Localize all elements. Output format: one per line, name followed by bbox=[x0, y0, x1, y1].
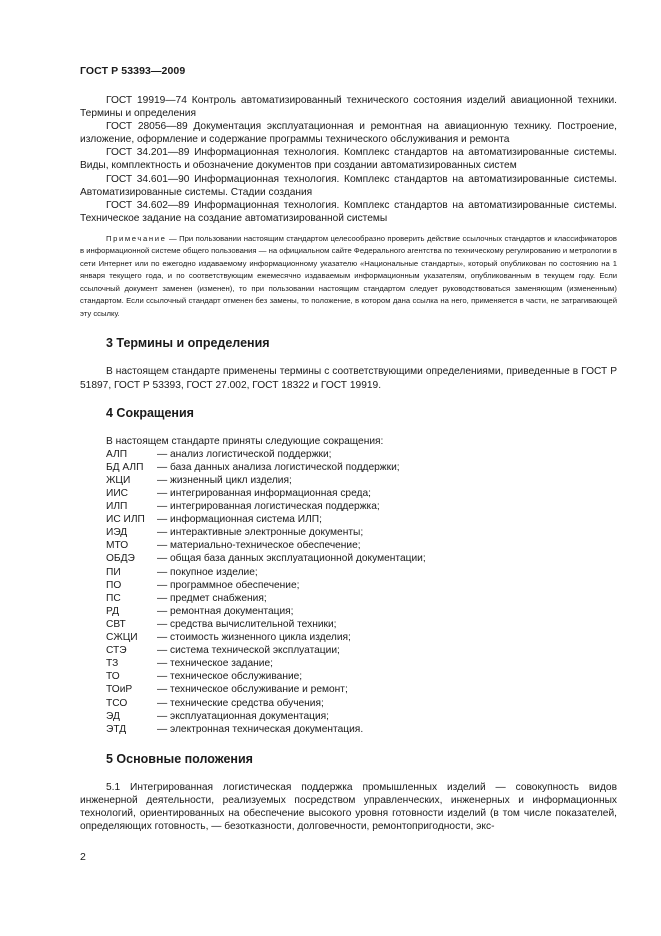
abbreviation-definition: — программное обеспечение; bbox=[157, 579, 300, 591]
reference-item: ГОСТ 34.602—89 Информационная технология. Комплекс стандартов на автоматизированные системы. Техническое задание на создание автоматизированной системы bbox=[80, 199, 617, 224]
abbreviation-definition: — электронная техническая документация. bbox=[157, 723, 364, 735]
abbreviation-definition: — общая база данных эксплуатационной документации; bbox=[157, 553, 426, 565]
abbreviation-code: ЭТД bbox=[106, 723, 127, 735]
abbreviation-code: БД АЛП bbox=[106, 461, 144, 473]
references-list bbox=[80, 94, 617, 225]
abbreviation-code: РД bbox=[106, 605, 120, 617]
reference-item: ГОСТ 34.201—89 Информационная технология. Комплекс стандартов на автоматизированные системы. Виды, комплектность и обозначение документов при создании автоматизированных систем bbox=[80, 147, 617, 172]
abbreviation-row bbox=[80, 723, 617, 736]
reference-item: ГОСТ 19919—74 Контроль автоматизированный технического состояния изделий авиационной техники. Термины и определения bbox=[80, 95, 617, 120]
abbreviation-row bbox=[80, 526, 617, 539]
abbreviation-row bbox=[80, 539, 617, 552]
abbreviation-definition: — предмет снабжения; bbox=[157, 592, 267, 604]
abbreviation-definition: — жизненный цикл изделия; bbox=[157, 474, 292, 486]
abbreviation-row bbox=[80, 618, 617, 631]
abbreviation-code: СТЭ bbox=[106, 645, 127, 657]
abbreviation-definition: — база данных анализа логистической поддержки; bbox=[157, 461, 400, 473]
abbreviation-code: ТЗ bbox=[106, 658, 119, 670]
reference-item: ГОСТ 28056—89 Документация эксплуатационная и ремонтная на авиационную технику. Построение, изложение, оформление и содержание программы технического обслуживания и ремонта bbox=[80, 121, 617, 146]
reference-item: ГОСТ 34.601—90 Информационная технология. Комплекс стандартов на автоматизированные системы. Автоматизированные системы. Стадии создания bbox=[80, 173, 617, 198]
abbreviation-code: ЖЦИ bbox=[106, 474, 131, 486]
abbreviation-definition: — технические средства обучения; bbox=[157, 697, 324, 709]
abbreviation-code: МТО bbox=[106, 540, 129, 552]
abbreviation-row bbox=[80, 670, 617, 683]
abbreviation-code: ПИ bbox=[106, 566, 121, 578]
abbreviation-definition: — техническое обслуживание и ремонт; bbox=[157, 684, 348, 696]
abbreviation-code: ИИС bbox=[106, 488, 129, 499]
note-paragraph bbox=[80, 233, 617, 321]
abbreviation-definition: — интегрированная логистическая поддержка; bbox=[157, 501, 380, 513]
abbreviation-definition: — интерактивные электронные документы; bbox=[157, 527, 364, 539]
abbreviation-code: АЛП bbox=[106, 448, 128, 460]
abbreviations-list bbox=[80, 448, 617, 736]
abbreviation-row bbox=[80, 697, 617, 710]
abbreviation-row bbox=[80, 500, 617, 513]
abbreviation-definition: — анализ логистической поддержки; bbox=[157, 448, 332, 460]
abbreviation-row bbox=[80, 631, 617, 644]
abbreviation-definition: — система технической эксплуатации; bbox=[157, 645, 340, 657]
abbreviation-row bbox=[80, 710, 617, 723]
abbreviation-definition: — покупное изделие; bbox=[157, 566, 258, 578]
abbreviation-code: ИС ИЛП bbox=[106, 514, 145, 526]
abbreviation-code: ТОиР bbox=[106, 684, 133, 696]
abbreviation-row bbox=[80, 487, 617, 500]
document-header: ГОСТ Р 53393—2009 bbox=[80, 65, 186, 77]
abbreviation-code: ТО bbox=[106, 671, 120, 683]
abbreviation-code: ПС bbox=[106, 592, 121, 604]
page-number: 2 bbox=[80, 851, 86, 863]
abbreviation-code: ИЭД bbox=[106, 527, 128, 539]
abbreviation-definition: — средства вычислительной техники; bbox=[157, 618, 337, 630]
abbreviation-definition: — интегрированная информационная среда; bbox=[157, 488, 371, 499]
abbreviation-row bbox=[80, 566, 617, 579]
abbreviation-code: ПО bbox=[106, 579, 122, 591]
abbreviation-definition: — техническое задание; bbox=[157, 658, 273, 670]
abbreviation-definition: — информационная система ИЛП; bbox=[157, 514, 322, 526]
abbreviation-code: ТСО bbox=[106, 697, 128, 709]
section-3-text: В настоящем стандарте применены термины с соответствующими определениями, приведенные в ГОСТ Р 51897, ГОСТ Р 53393, ГОСТ 27.002, ГОСТ 18322 и ГОСТ 19919. bbox=[80, 366, 617, 391]
abbreviation-code: ЭД bbox=[106, 710, 120, 722]
abbreviation-row bbox=[80, 513, 617, 526]
note-text: — При пользовании настоящим стандартом целесообразно проверить действие ссылочных стандартов и классификаторов в информационной системе общего пользования — на официальном сайте Федерального агентства по техническому регулированию и метрологии в сети Интернет или по ежегодно издаваемому информационному указателю «Национальные стандарты», который опубликован по состоянию на 1 января текущего года, и по соответствующим ежемесячно издаваемым информационным указателям, опубликованным в текущем году. Если ссылочный документ заменен (изменен), то при пользовании настоящим стандартом следует руководствоваться заменяющим (измененным) стандартом. Если ссылочный стандарт отменен без замены, то положение, в котором дана ссылка на него, применяется в части, не затрагивающей эту ссылку. bbox=[80, 233, 617, 318]
abbreviation-row bbox=[80, 592, 617, 605]
abbreviation-definition: — стоимость жизненного цикла изделия; bbox=[157, 632, 351, 644]
section-3-heading: 3 Термины и определения bbox=[106, 336, 270, 351]
abbreviation-row bbox=[80, 605, 617, 618]
abbreviation-row bbox=[80, 579, 617, 592]
abbreviation-row bbox=[80, 644, 617, 657]
abbreviation-definition: — ремонтная документация; bbox=[157, 605, 294, 617]
section-5-paragraph: 5.1 Интегрированная логистическая поддержка промышленных изделий — совокупность видов инженерной деятельности, реализуемых посредством управленческих, инженерных и информационных технологий, ориентированных на обеспечение высокого уровня готовности изделий (в том числе показателей, определяющих готовность, — безотказности, долговечности, ремонтопригодности, экс- bbox=[80, 781, 617, 833]
abbreviation-definition: — эксплуатационная документация; bbox=[157, 710, 329, 722]
abbreviations-intro: В настоящем стандарте приняты следующие сокращения: bbox=[106, 435, 384, 447]
note-label: Примечание bbox=[106, 233, 167, 243]
abbreviation-row bbox=[80, 448, 617, 461]
abbreviation-code: СВТ bbox=[106, 618, 126, 630]
abbreviation-row bbox=[80, 474, 617, 487]
abbreviation-code: СЖЦИ bbox=[106, 632, 138, 644]
abbreviation-row bbox=[80, 657, 617, 670]
abbreviation-code: ОБДЭ bbox=[106, 553, 135, 565]
abbreviation-row bbox=[80, 552, 617, 565]
abbreviation-code: ИЛП bbox=[106, 501, 128, 513]
section-4-heading: 4 Сокращения bbox=[106, 405, 194, 420]
section-5-heading: 5 Основные положения bbox=[106, 751, 253, 766]
document-body bbox=[80, 94, 617, 833]
abbreviation-row bbox=[80, 683, 617, 696]
abbreviation-definition: — техническое обслуживание; bbox=[157, 671, 303, 683]
abbreviation-row bbox=[80, 461, 617, 474]
abbreviation-definition: — материально-техническое обеспечение; bbox=[157, 540, 361, 552]
